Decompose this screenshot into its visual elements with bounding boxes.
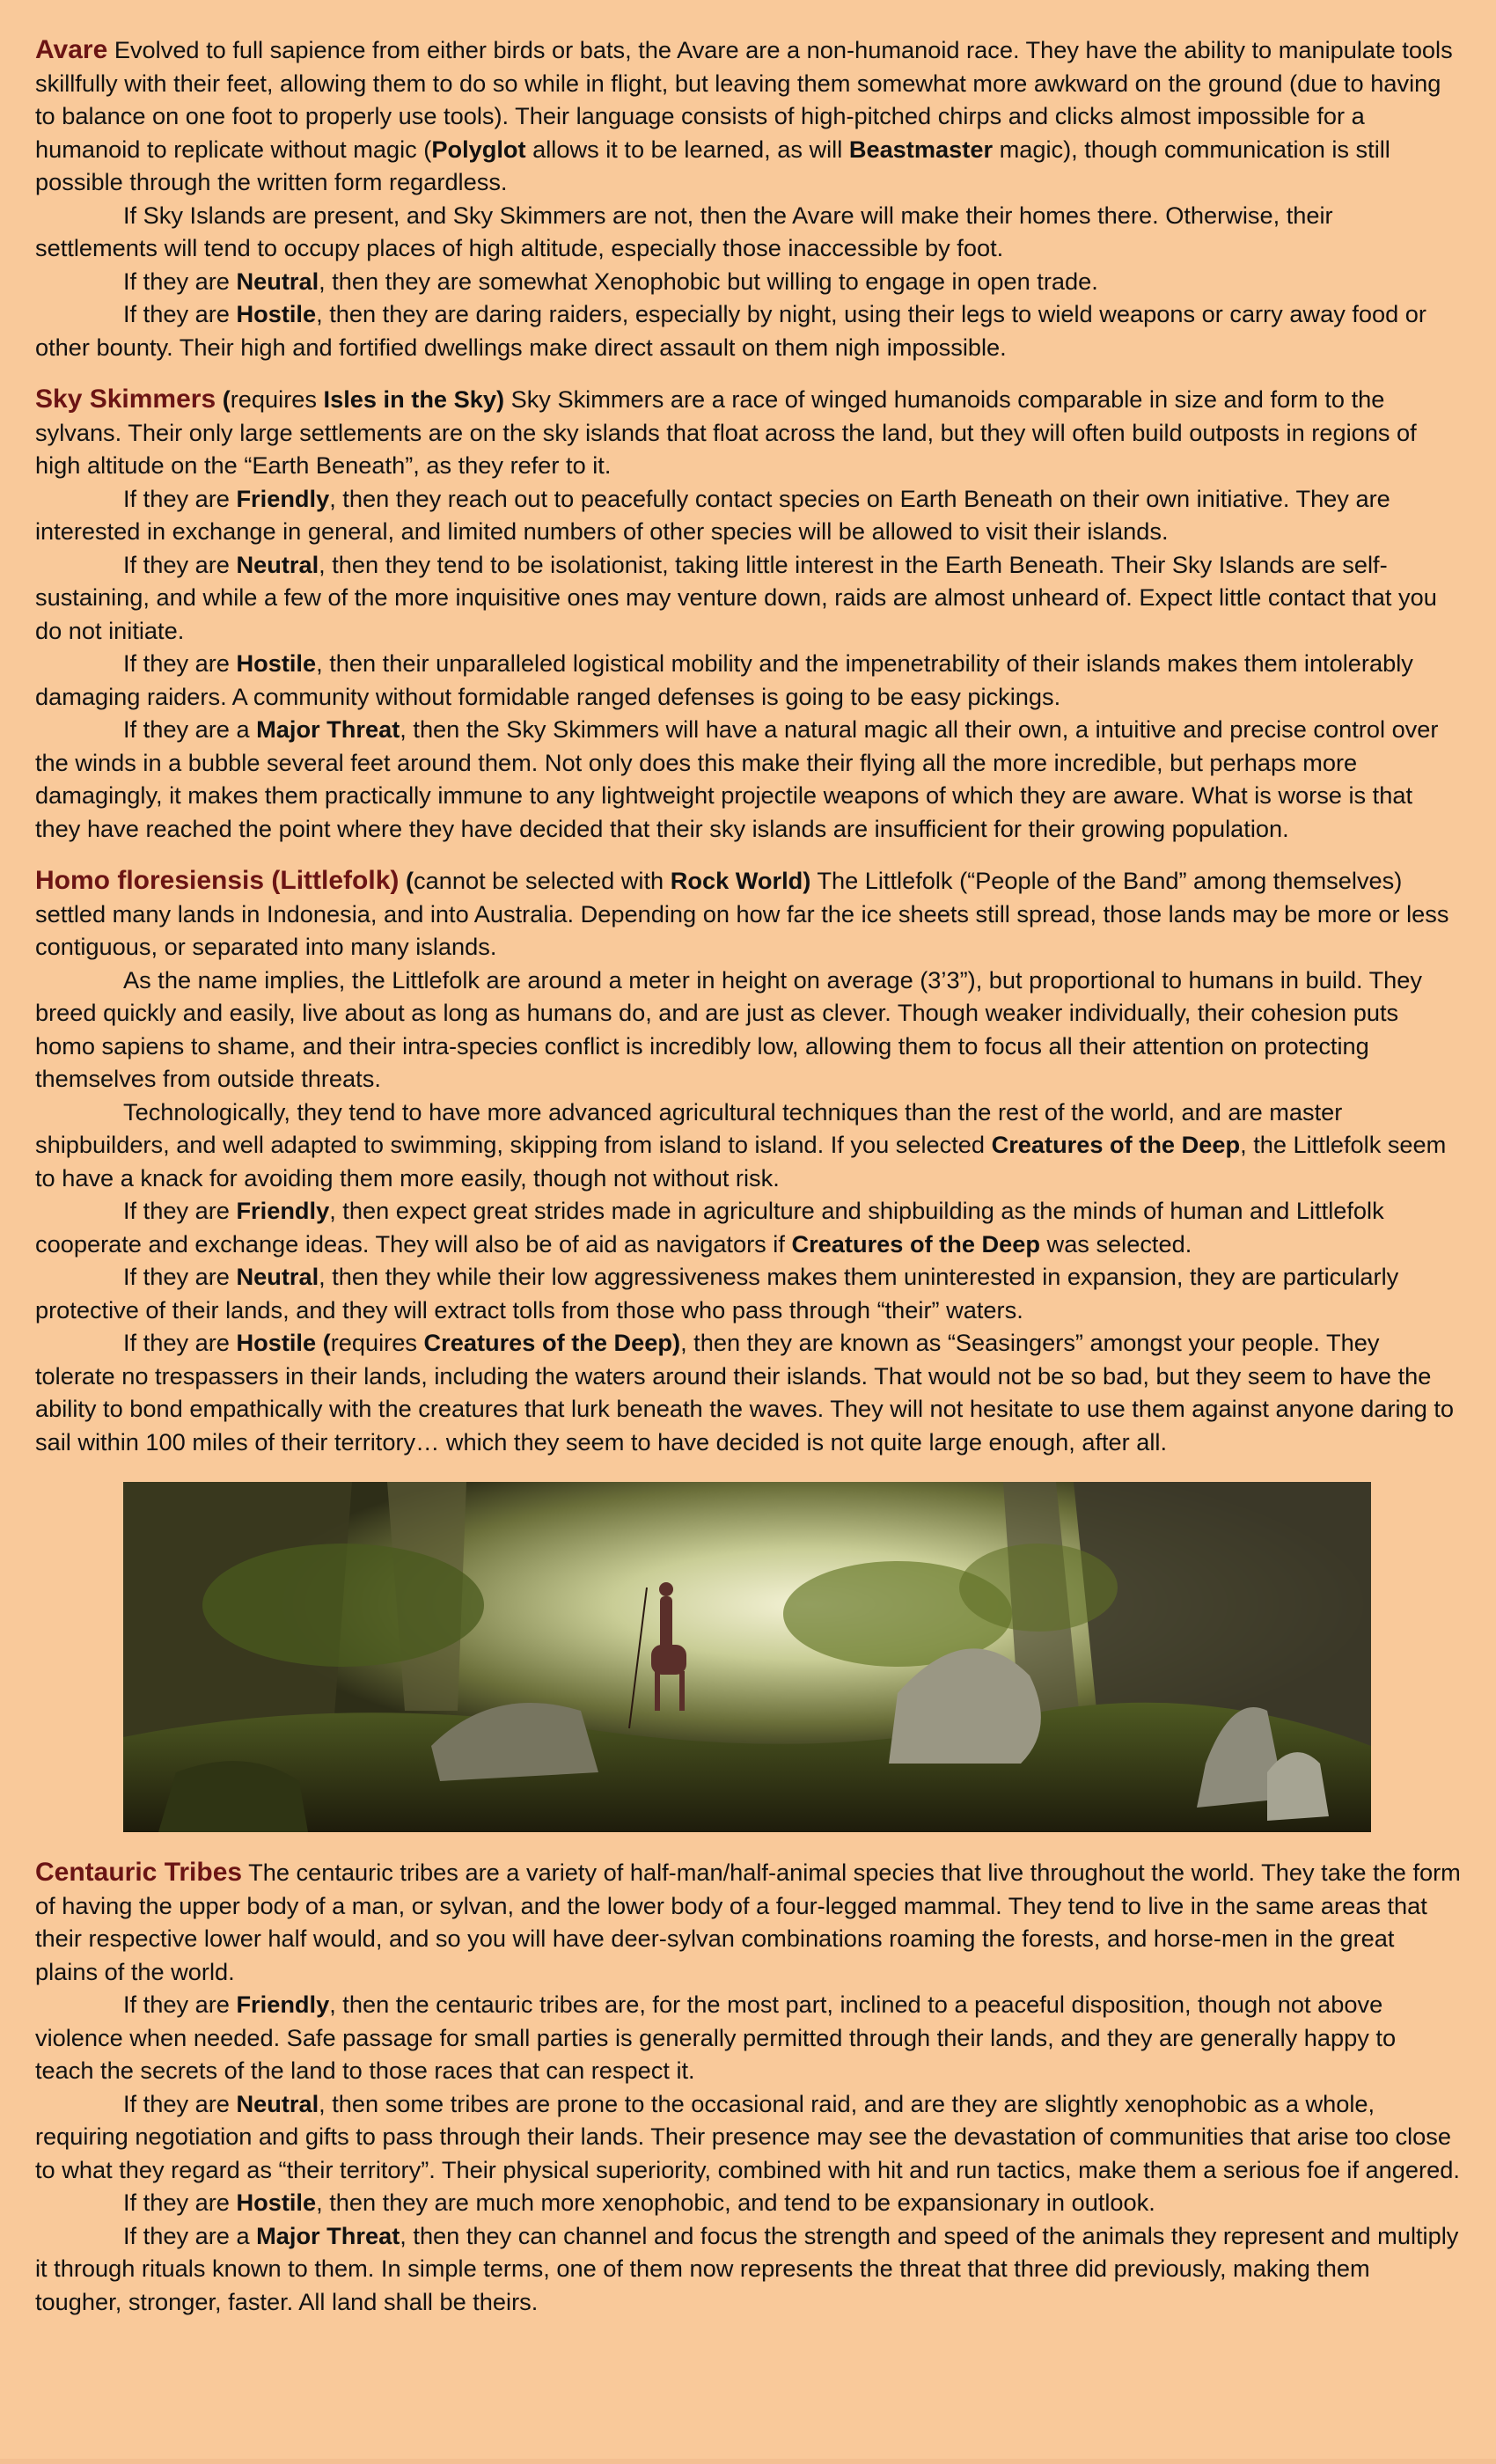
paragraph [35,482,1461,548]
bold-term: Hostile [236,2189,317,2216]
bold-term: Major Threat [256,715,400,743]
text-run: , then some tribes are prone to the occasional raid, and are they are slightly xenophobic as a whole, requiring negotiation and gifts to pass through their lands. Their presence may see the devastation of communities that arise too close to what they regard as “their territory”. Their physical superiority, combined with hit and run tactics, make them a serious foe if angered. [35,2089,1460,2183]
section-littlefolk [35,864,1461,1458]
section-centauric-tribes [35,1856,1461,2318]
text-run: If they are [123,1991,237,2018]
section-sky-skimmers [35,383,1461,845]
text-run: , then expect great strides made in agriculture and shipbuilding as the minds of human and Littlefolk cooperate and exchange ideas. They will also be of aid as navigators if [35,1197,1384,1258]
text-run: The centauric tribes are a variety of half-man/half-animal species that live throughout the world. They take the form of having the upper body of a man, or sylvan, and the lower body of a four-legged mammal. They tend to live in the same areas that their respective lower half would, and so you will have deer-sylvan combinations roaming the forests, and horse-men in the great plains of the world. [35,1859,1461,1985]
section-lead [35,33,1461,199]
paragraph [35,1194,1461,1260]
text-run: If they are [123,2189,237,2216]
paragraph [35,1096,1461,1195]
section-title: Centauric Tribes [35,1858,243,1887]
bold-term: Creatures of the Deep [991,1131,1241,1158]
text-run: cannot be selected with [414,867,671,894]
paragraph [35,1260,1461,1326]
text-run: , then they are known as “Seasingers” amongst your people. They tolerate no trespassers in their lands, including the waters around their islands. That would not be so bad, but they seem to have the ability to bond empathically with the creatures that lurk beneath the waves. They will not hesitate to use them against anyone daring to sail within 100 miles of their territory… which they seem to have decided is not quite large enough, after all. [35,1329,1455,1456]
text-run: As the name implies, the Littlefolk are around a meter in height on average (3’3”), but proportional to humans in build. They breed quickly and easily, live about as long as humans do, and are just as clever. Though weaker individually, their cohesion puts homo sapiens to shame, and their intra-species conflict is incredibly low, allowing them to focus all their attention on protecting themselves from outside threats. [35,965,1423,1092]
text-run: , then they tend to be isolationist, taking little interest in the Earth Beneath. Their Sky Islands are self-sustaining, and while a few of the more inquisitive ones may venture down, raids are almost unheard of. Expect little contact that you do not initiate. [35,550,1437,644]
paragraph [35,2219,1461,2319]
text-run: If they are a [123,2221,257,2249]
paragraph [35,1988,1461,2087]
text-run: , then the Sky Skimmers will have a natural magic all their own, a intuitive and precise control over the winds in a bubble several feet around them. Not only does this make their flying all the more incredible, but perhaps more damagingly, it makes them practically immune to any lightweight projectile weapons of which they are aware. What is worse is that they have reached the point where they have decided that their sky islands are insufficient for their growing population. [35,715,1439,842]
section-title: Homo floresiensis (Littlefolk) [35,866,400,895]
text-run: If they are [123,550,237,578]
text-run: If they are a [123,715,257,743]
paragraph [35,2087,1461,2187]
paragraph [35,647,1461,713]
text-run: allows it to be learned, as will [525,135,849,163]
text-run: requires [330,1329,424,1356]
text-run: If they are [123,1263,237,1290]
bold-term: Isles in the Sky) [323,385,505,413]
text-run: , then their unparalleled logistical mobility and the impenetrability of their islands makes them intolerably damaging raiders. A community without formidable ranged defenses is going to be easy pickings. [35,649,1413,710]
text-run: was selected. [1040,1229,1192,1258]
paragraph [35,964,1461,1096]
bold-term: Polyglot [431,135,526,163]
section-title: Sky Skimmers [35,385,216,414]
bold-term: Friendly [236,1197,330,1224]
text-run: If they are [123,300,237,327]
bold-term: Major Threat [256,2221,400,2249]
document-body [35,33,1461,2318]
bold-term: Hostile [236,649,317,677]
text-run: , then they are somewhat Xenophobic but willing to engage in open trade. [319,267,1098,295]
bold-term: ( [399,867,414,894]
bold-term: Hostile [236,300,317,327]
paragraph [35,1326,1461,1458]
bold-term: Friendly [236,484,330,512]
text-run: , then they are much more xenophobic, and tend to be expansionary in outlook. [316,2189,1155,2216]
section-lead [35,383,1461,482]
section-avare [35,33,1461,363]
paragraph [35,297,1461,363]
paragraph [35,199,1461,265]
text-run: Evolved to full sapience from either birds or bats, the Avare are a non-humanoid race. They have the ability to manipulate tools skillfully with their feet, allowing them to do so while in flight, but leaving them somewhat more awkward on the ground (due to having to balance on one foot to properly use tools). Their language consists of high-pitched chirps and clicks almost impossible for a humanoid to replicate without magic ( [35,36,1453,163]
text-run: If Sky Islands are present, and Sky Skimmers are not, then the Avare will make their homes there. Otherwise, their settlements will tend to occupy places of high altitude, especially those inaccessible by foot. [35,201,1333,261]
bold-term: Beastmaster [848,135,994,163]
paragraph [35,2186,1461,2219]
text-run: The Littlefolk (“People of the Band” among themselves) settled many lands in Indonesia, and into Australia. Depending on how far the ice sheets still spread, those lands may be more or less contiguous, or separated into many islands. [35,867,1449,960]
text-run: , then they while their low aggressiveness makes them uninterested in expansion, they are particularly protective of their lands, and they will extract tolls from those who pass through “their” waters. [35,1263,1399,1324]
bold-term: Neutral [236,2089,319,2117]
paragraph [35,713,1461,845]
paragraph [35,548,1461,648]
text-run: magic), though communication is still possible through the written form regardless. [35,135,1390,195]
text-run: , then the centauric tribes are, for the most part, inclined to a peaceful disposition, though not above violence when needed. Safe passage for small parties is generally permitted through their lands, and they are generally happy to teach the secrets of the land to those races that can respect it. [35,1991,1397,2084]
text-run: If they are [123,1329,237,1356]
bold-term: Rock World) [670,867,811,894]
text-run: If they are [123,2089,237,2117]
paragraph [35,265,1461,298]
bold-term: Neutral [236,267,319,295]
bold-term: Friendly [236,1991,330,2018]
text-run: , then they are daring raiders, especially by night, using their legs to wield weapons or carry away food or other bounty. Their high and fortified dwellings make direct assault on them nigh impossible. [35,300,1426,361]
page-bottom-edge [0,2459,1496,2464]
section-lead [35,864,1461,964]
text-run: If they are [123,649,237,677]
bold-term: ( [216,385,231,413]
section-title: Avare [35,35,108,64]
section-lead [35,1856,1461,1988]
forest-centaur-illustration [123,1482,1371,1832]
text-run: Technologically, they tend to have more advanced agricultural techniques than the rest of the world, and are master shipbuilders, and well adapted to swimming, skipping from island to island. If you selected [35,1097,1343,1158]
text-run: requires [230,385,324,413]
text-run: If they are [123,267,237,295]
bold-term: Creatures of the Deep) [423,1329,681,1356]
bold-term: Creatures of the Deep [791,1229,1040,1258]
text-run: If they are [123,1197,237,1224]
text-run: Sky Skimmers are a race of winged humanoids comparable in size and form to the sylvans. Their only large settlements are on the sky islands that float across the land, but they will often build outposts in regions of high altitude on the “Earth Beneath”, as they refer to it. [35,385,1417,479]
text-run: If they are [123,484,237,512]
text-run: , then they can channel and focus the strength and speed of the animals they represent and multiply it through rituals known to them. In simple terms, one of them now represents the threat that three did previously, making them tougher, stronger, faster. All land shall be theirs. [35,2221,1459,2315]
illustration-artwork [123,1482,1371,1832]
bold-term: Neutral [236,550,319,578]
text-run: , then they reach out to peacefully contact species on Earth Beneath on their own initiative. They are interested in exchange in general, and limited numbers of other species will be allowed to visit their islands. [35,484,1390,545]
bold-term: Hostile ( [236,1329,331,1356]
text-run: , the Littlefolk seem to have a knack for avoiding them more easily, though not without risk. [35,1131,1447,1192]
bold-term: Neutral [236,1263,319,1290]
